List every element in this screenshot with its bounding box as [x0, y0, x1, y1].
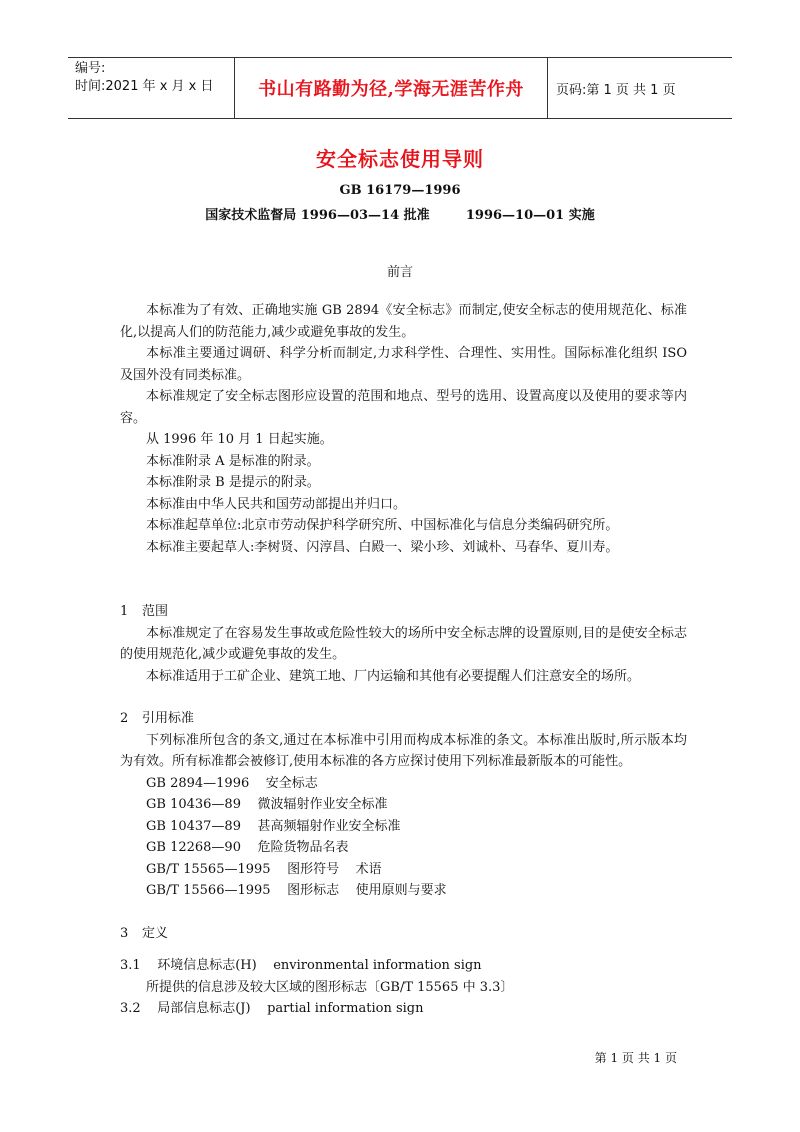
document-title: 安全标志使用导则: [316, 147, 484, 171]
section-3-heading: [120, 923, 687, 945]
foreword-heading: 前言: [386, 265, 413, 280]
document-body: [120, 300, 687, 944]
definition-item: 3.2 局部信息标志(J) partial information sign: [120, 1001, 424, 1016]
standard-code: GB 16179—1996: [339, 183, 461, 198]
foreword-paragraph: 本标准由中华人民共和国劳动部提出并归口。: [146, 496, 407, 512]
page-footer: 第 1 页 共 1 页: [594, 1051, 677, 1065]
definitions: [120, 955, 720, 1020]
foreword-paragraph: 本标准主要通过调研、科学分析而制定,力求科学性、合理性、实用性。国际标准化组织 ISO 及国外没有同类标准。: [120, 346, 687, 383]
header-meta: [68, 58, 234, 118]
section-1-paragraph: 本标准规定了在容易发生事故或危险性较大的场所中安全标志牌的设置原则,目的是使安全标志的使用规范化,减少或避免事故的发生。: [120, 625, 687, 662]
section-1-paragraph: 本标准适用于工矿企业、建筑工地、厂内运输和其他有必要提醒人们注意安全的场所。: [146, 668, 641, 684]
section-2-paragraph: 下列标准所包含的条文,通过在本标准中引用而构成本标准的条文。本标准出版时,所示版本均为有效。所有标准都会被修订,使用本标准的各方应探讨使用下列标准最新版本的可能性。: [120, 732, 687, 769]
reference-item: GB 10436—89 微波辐射作业安全标准: [146, 797, 388, 812]
reference-item: GB/T 15565—1995 图形符号 术语: [146, 861, 382, 877]
header-motto: 书山有路勤为径,学海无涯苦作舟: [234, 58, 548, 118]
foreword-paragraph: 本标准规定了安全标志图形应设置的范围和地点、型号的选用、设置高度以及使用的要求等内容。: [120, 389, 687, 426]
definition-description: 所提供的信息涉及较大区域的图形标志〔GB/T 15565 中 3.3〕: [146, 979, 514, 995]
section-number: 3: [120, 925, 129, 941]
reference-item: GB 10437—89 甚高频辐射作业安全标准: [146, 818, 401, 834]
section-title: 定义: [142, 925, 169, 941]
foreword-paragraph: 本标准为了有效、正确地实施 GB 2894《安全标志》而制定,使安全标志的使用规范化、标准化,以提高人们的防范能力,减少或避免事故的发生。: [120, 303, 687, 340]
foreword-paragraph: 本标准起草单位:北京市劳动保护科学研究所、中国标准化与信息分类编码研究所。: [146, 518, 619, 533]
reference-item: GB 2894—1996 安全标志: [146, 775, 318, 791]
reference-item: GB/T 15566—1995 图形标志 使用原则与要求: [146, 883, 447, 898]
approval-line: 国家技术监督局 1996—03—14 批准 1996—10—01 实施: [205, 208, 595, 223]
section-2-heading: [120, 708, 687, 730]
section-1-heading: [120, 601, 687, 623]
section-title: 范围: [142, 604, 169, 619]
section-title: 引用标准: [142, 711, 195, 726]
page-header: [68, 57, 732, 119]
foreword-paragraph: 本标准主要起草人:李树贤、闪淳昌、白殿一、梁小珍、刘诚朴、马春华、夏川寿。: [146, 539, 619, 555]
foreword-paragraph: 本标准附录 A 是标准的附录。: [146, 453, 320, 469]
document-date: 时间:2021 年 x 月 x 日: [75, 79, 214, 94]
reference-item: GB 12268—90 危险货物品名表: [146, 840, 349, 855]
section-number: 2: [120, 711, 129, 726]
document-number-label: 编号:: [75, 61, 106, 76]
definition-item: 3.1 环境信息标志(H) environmental information sign: [120, 958, 482, 973]
foreword-paragraph: 从 1996 年 10 月 1 日起实施。: [146, 432, 333, 447]
section-number: 1: [120, 604, 129, 619]
foreword-paragraph: 本标准附录 B 是提示的附录。: [146, 475, 320, 490]
header-page-info: 页码:第 1 页 共 1 页: [556, 82, 676, 98]
